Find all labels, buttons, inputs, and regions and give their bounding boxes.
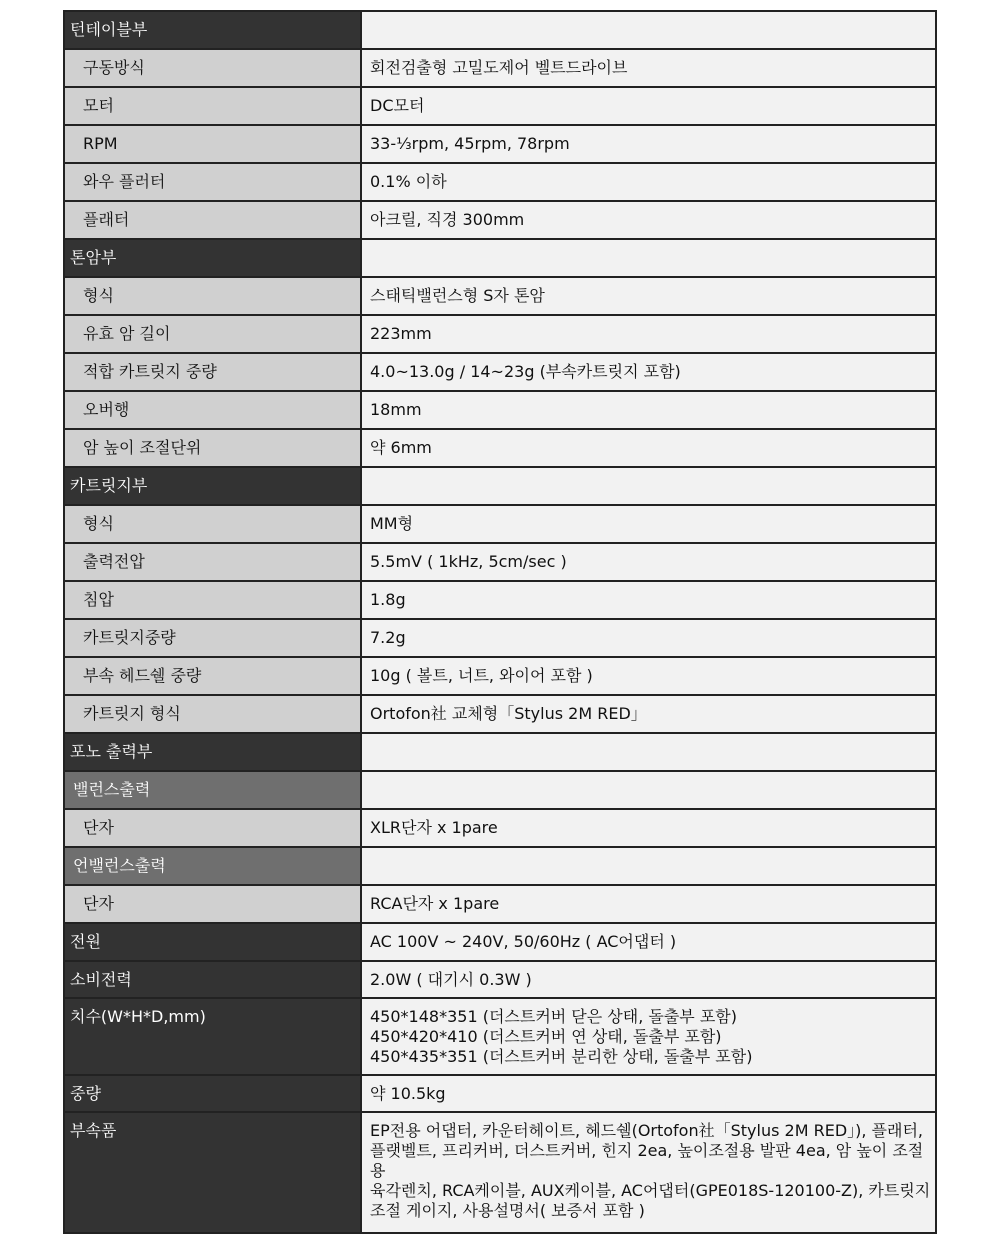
spec-row <box>65 354 935 392</box>
spec-value: 스태틱밸런스형 S자 톤암 <box>362 278 935 314</box>
spec-row <box>65 620 935 658</box>
spec-label: RPM <box>65 126 362 162</box>
group-label: 언밸런스출력 <box>65 848 362 884</box>
spec-label: 유효 암 길이 <box>65 316 362 352</box>
section-row <box>65 734 935 772</box>
section-row <box>65 12 935 50</box>
spec-label: 전원 <box>65 924 362 960</box>
spec-value: 약 6mm <box>362 430 935 466</box>
group-row <box>65 772 935 810</box>
spec-label: 와우 플러터 <box>65 164 362 200</box>
spec-value: 450*148*351 (더스트커버 닫은 상태, 돌출부 포함) 450*420*410 (더스트커버 연 상태, 돌출부 포함) 450*435*351 (더스트커버 분리한 상태, 돌출부 포함) <box>362 999 935 1074</box>
spec-value <box>362 848 935 884</box>
spec-value: 18mm <box>362 392 935 428</box>
spec-label: 출력전압 <box>65 544 362 580</box>
spec-row <box>65 164 935 202</box>
spec-label: 단자 <box>65 810 362 846</box>
spec-row <box>65 810 935 848</box>
spec-label: 중량 <box>65 1076 362 1111</box>
spec-row <box>65 999 935 1076</box>
spec-value: AC 100V ~ 240V, 50/60Hz ( AC어댑터 ) <box>362 924 935 960</box>
spec-value: DC모터 <box>362 88 935 124</box>
spec-row <box>65 278 935 316</box>
spec-value <box>362 772 935 808</box>
spec-label: 암 높이 조절단위 <box>65 430 362 466</box>
spec-value: 33-⅓rpm, 45rpm, 78rpm <box>362 126 935 162</box>
section-row <box>65 240 935 278</box>
spec-label: 오버행 <box>65 392 362 428</box>
spec-row <box>65 506 935 544</box>
group-row <box>65 848 935 886</box>
spec-label: 적합 카트릿지 중량 <box>65 354 362 390</box>
spec-label: 치수(W*H*D,mm) <box>65 999 362 1074</box>
section-label: 턴테이블부 <box>65 12 362 48</box>
group-label: 밸런스출력 <box>65 772 362 808</box>
spec-value <box>362 734 935 770</box>
spec-value: Ortofon社 교체형「Stylus 2M RED」 <box>362 696 935 732</box>
section-label: 카트릿지부 <box>65 468 362 504</box>
spec-value: 10g ( 볼트, 너트, 와이어 포함 ) <box>362 658 935 694</box>
spec-label: 플래터 <box>65 202 362 238</box>
spec-label: 부속품 <box>65 1113 362 1232</box>
section-label: 톤암부 <box>65 240 362 276</box>
spec-value: 5.5mV ( 1kHz, 5cm/sec ) <box>362 544 935 580</box>
spec-row <box>65 316 935 354</box>
spec-label: 카트릿지 형식 <box>65 696 362 732</box>
spec-row <box>65 1113 935 1232</box>
spec-row <box>65 202 935 240</box>
spec-row <box>65 1076 935 1113</box>
spec-row <box>65 924 935 962</box>
spec-row <box>65 50 935 88</box>
spec-value: 아크릴, 직경 300mm <box>362 202 935 238</box>
section-label: 포노 출력부 <box>65 734 362 770</box>
spec-row <box>65 962 935 999</box>
spec-value: 223mm <box>362 316 935 352</box>
spec-label: 카트릿지중량 <box>65 620 362 656</box>
spec-value <box>362 468 935 504</box>
spec-row <box>65 88 935 126</box>
spec-row <box>65 430 935 468</box>
spec-label: 형식 <box>65 506 362 542</box>
spec-row <box>65 658 935 696</box>
spec-row <box>65 392 935 430</box>
spec-table <box>63 10 937 1234</box>
spec-value: 7.2g <box>362 620 935 656</box>
spec-row <box>65 582 935 620</box>
spec-label: 형식 <box>65 278 362 314</box>
spec-value: 4.0~13.0g / 14~23g (부속카트릿지 포함) <box>362 354 935 390</box>
spec-row <box>65 886 935 924</box>
spec-value: RCA단자 x 1pare <box>362 886 935 922</box>
spec-label: 부속 헤드쉘 중량 <box>65 658 362 694</box>
spec-value: 2.0W ( 대기시 0.3W ) <box>362 962 935 997</box>
spec-value: MM형 <box>362 506 935 542</box>
spec-value: 1.8g <box>362 582 935 618</box>
spec-label: 소비전력 <box>65 962 362 997</box>
spec-value: 약 10.5kg <box>362 1076 935 1111</box>
spec-value: EP전용 어댑터, 카운터헤이트, 헤드쉘(Ortofon社「Stylus 2M RED」), 플래터, 플랫벨트, 프리커버, 더스트커버, 힌지 2ea, 높이조절용 발판 4ea, 암 높이 조절용 육각렌치, RCA케이블, AUX케이블, AC어댑터(GPE018S-120100-Z), 카트릿지 조절 게이지, 사용설명서( 보증서 포함 ) <box>362 1113 935 1232</box>
spec-label: 침압 <box>65 582 362 618</box>
spec-row <box>65 544 935 582</box>
spec-value: 0.1% 이하 <box>362 164 935 200</box>
spec-value: 회전검출형 고밀도제어 벨트드라이브 <box>362 50 935 86</box>
section-row <box>65 468 935 506</box>
spec-label: 모터 <box>65 88 362 124</box>
spec-value <box>362 12 935 48</box>
spec-value <box>362 240 935 276</box>
spec-row <box>65 696 935 734</box>
spec-row <box>65 126 935 164</box>
spec-label: 구동방식 <box>65 50 362 86</box>
spec-label: 단자 <box>65 886 362 922</box>
spec-value: XLR단자 x 1pare <box>362 810 935 846</box>
